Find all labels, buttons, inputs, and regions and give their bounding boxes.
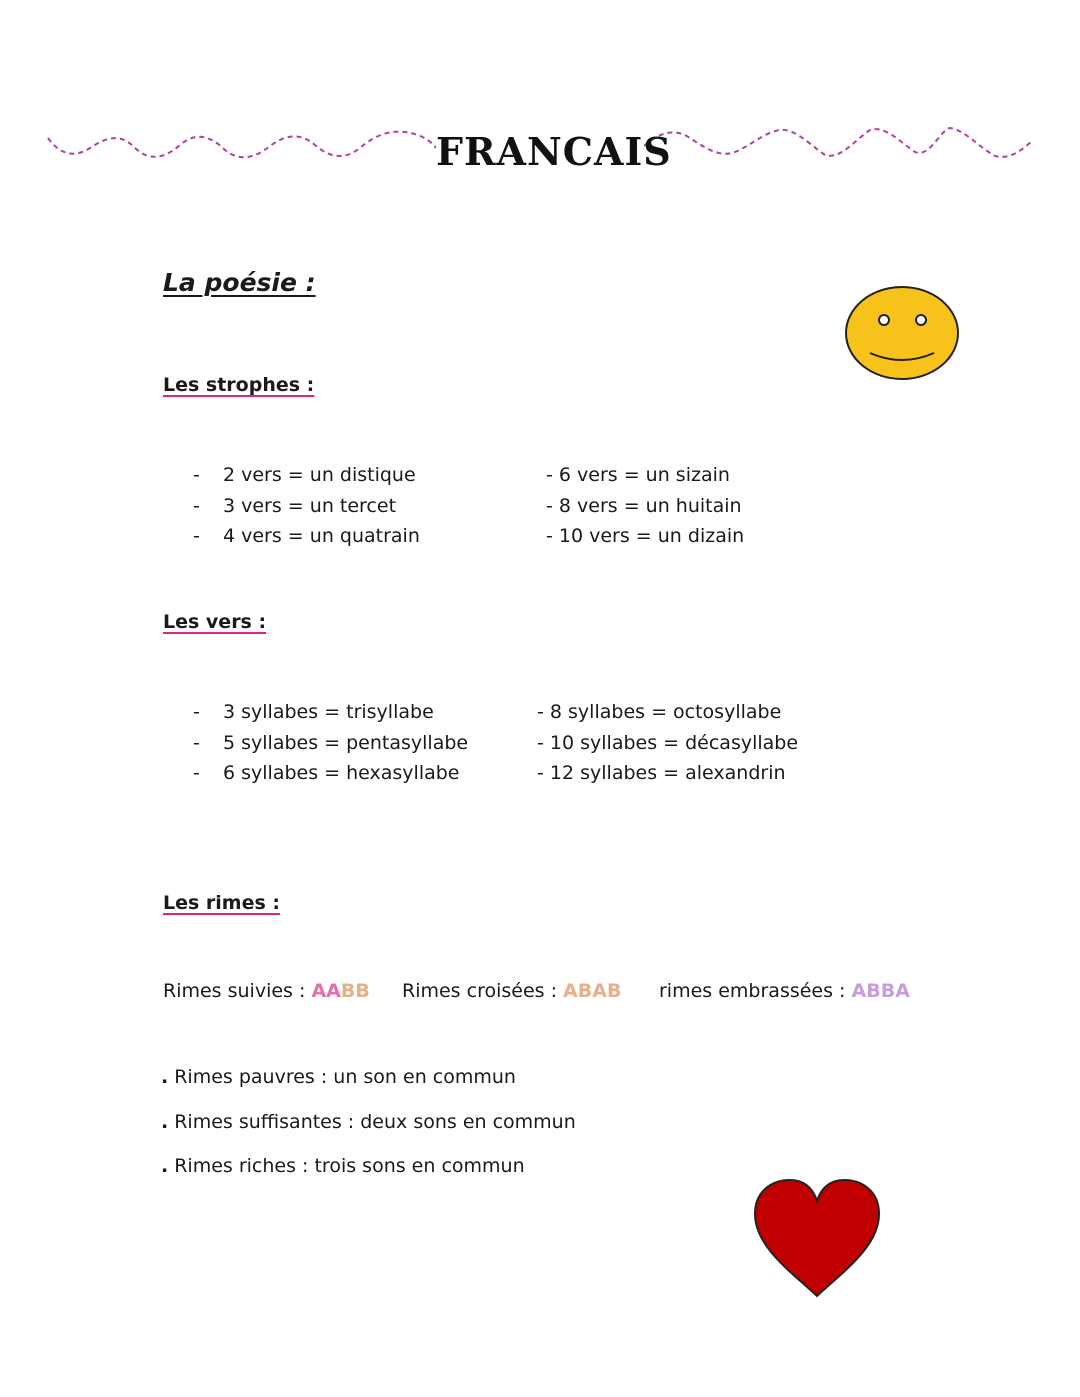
- list-item: - 8 syllabes = octosyllabe: [537, 701, 782, 723]
- rime-scheme: ABBA: [851, 980, 910, 1002]
- main-heading: La poésie :: [163, 268, 316, 297]
- vers-heading: Les vers :: [163, 611, 267, 633]
- rimes-heading: Les rimes :: [163, 892, 281, 914]
- rimes-suivies: [163, 980, 370, 1002]
- rime-type-label: Rimes croisées :: [402, 980, 564, 1002]
- list-item: - 4 vers = un quatrain: [193, 521, 420, 552]
- list-item: - 6 syllabes = hexasyllabe: [193, 758, 468, 789]
- list-item: - 10 vers = un dizain: [546, 525, 745, 547]
- strophes-heading: Les strophes :: [163, 374, 315, 396]
- list-item: - 3 syllabes = trisyllabe: [193, 697, 468, 728]
- list-item: . Rimes suffisantes : deux sons en commun: [161, 1111, 576, 1156]
- rime-scheme: AABB: [311, 980, 370, 1002]
- vers-list-right: [537, 697, 798, 789]
- list-item: - 10 syllabes = décasyllabe: [537, 731, 799, 754]
- list-item: - 6 vers = un sizain: [546, 464, 730, 486]
- vers-list-left: [193, 697, 468, 789]
- heart-icon: [750, 1176, 884, 1302]
- list-item: - 3 vers = un tercet: [193, 491, 420, 522]
- list-item: . Rimes riches : trois sons en commun: [161, 1155, 576, 1200]
- list-item: - 8 vers = un huitain: [546, 494, 742, 517]
- rime-type-label: Rimes suivies :: [163, 980, 312, 1002]
- list-item: - 5 syllabes = pentasyllabe: [193, 728, 468, 759]
- smiley-face-icon: [844, 285, 962, 385]
- rimes-embrassees: [659, 980, 910, 1002]
- list-item: . Rimes pauvres : un son en commun: [161, 1066, 576, 1111]
- strophes-list-right: [546, 460, 744, 552]
- page-title: FRANCAIS: [436, 129, 672, 174]
- rimes-richness-list: [161, 1066, 576, 1200]
- rimes-croisees: [402, 980, 621, 1002]
- rime-scheme: ABAB: [563, 980, 622, 1002]
- rime-type-label: rimes embrassées :: [659, 980, 852, 1002]
- strophes-list-left: [193, 460, 420, 552]
- list-item: - 12 syllabes = alexandrin: [537, 762, 786, 784]
- list-item: - 2 vers = un distique: [193, 460, 420, 491]
